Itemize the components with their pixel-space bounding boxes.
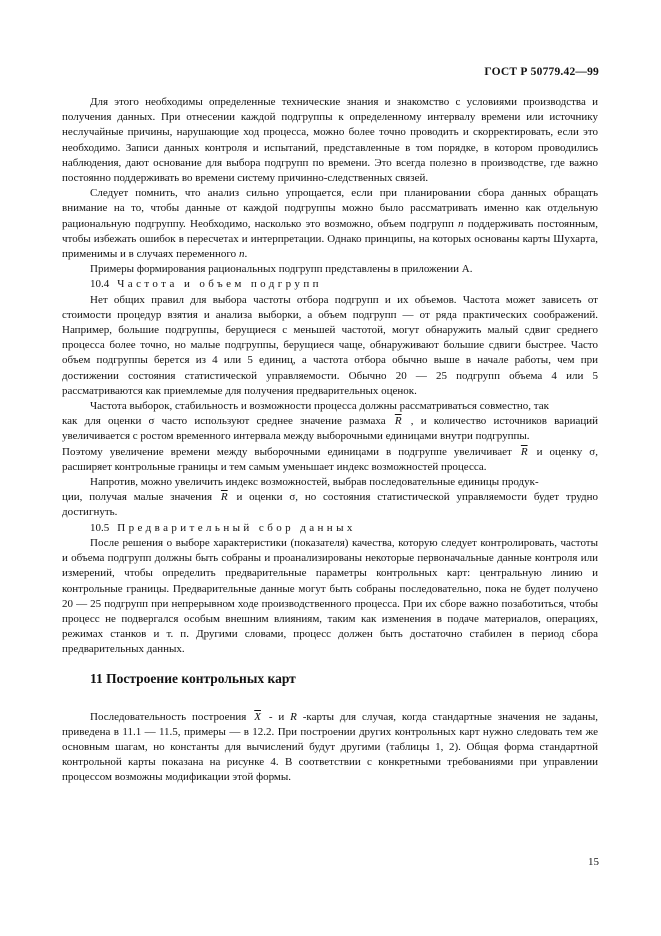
paragraph-time-increase: Поэтому увеличение времени между выборочными единицами в подгруппе увеличивает $\overline{R}$ и оценку σ, расширяет контрольные границы и тем самым уменьшает индекс возможностей процесса. [62, 445, 598, 473]
paragraph-appendix-ref: Примеры формирования рациональных подгрупп представлены в приложении А. [90, 263, 473, 276]
page-number: 15 [588, 856, 599, 868]
subsection-title: Частота и объем подгрупп [117, 278, 322, 291]
subsection-number: 10.4 [90, 278, 110, 291]
paragraph-preliminary-data: После решения о выборе характеристики (показателя) качества, которую следует контролировать, частоты и объема подгрупп должны быть собраны и проанализированы некоторые первоначальные данные контроля или измерений, чтобы определить предварительные параметры контрольных карт: центральную линию и контрольные границы. Предварительные данные могут быть собраны последовательно, пока не будет получено 20 — 25 подгрупп при непрерывном ходе производственного процесса. При их сборе важно позаботиться, чтобы процесс не подвергался особым внешним влияниям, таким как изменения в подаче материалов, операциях, режимах станков и т. п. Другими словами, процесс должен быть достаточно стабилен в период сбора предварительных данных. [62, 536, 598, 656]
symbol-r-bar: $\overline{R}$ [394, 415, 402, 428]
symbol-x-bar: $\overline{X}$ [254, 710, 261, 723]
paragraph-capability-increase: Напротив, можно увеличить индекс возможностей, выбрав последовательные единицы продук- [90, 476, 539, 489]
document-id-header: ГОСТ Р 50779.42—99 [484, 66, 599, 78]
body-text [62, 95, 598, 786]
paragraph-range-sigma: как для оценки σ часто используют среднее значение размаха $\overline{R}$ , и количество источников вариаций увеличивается с ростом временного интервала между выборочными единицами внутри подгруппы. [62, 415, 598, 443]
paragraph-frequency-rules: Нет общих правил для выбора частоты отбора подгрупп и их объемов. Частота может зависеть от стоимости процедур взятия и анализа выборки, а объем подгрупп — от ряда практических соображений. Например, большие подгруппы, берущиеся с меньшей частотой, могут обнаружить малый сдвиг среднего процесса более точно, но малые подгруппы, берущиеся чаще, обнаруживают большие сдвиги быстрее. Часто объем подгруппы берется из 4 или 5 единиц, а частота отбора обычно выше в начале работы, чем при достижении состояния статистической управляемости. Обычно 20 — 25 подгрупп объема 4 или 5 рассматриваются как приемлемые для получения предварительных оценок. [62, 293, 598, 397]
symbol-r-bar: $\overline{R}$ [220, 491, 228, 504]
paragraph-small-values: ции, получая малые значения $\overline{R}$ и оценки σ, но состояния статистической управляемости будет трудно достигнуть. [62, 491, 598, 519]
subsection-number: 10.5 [90, 521, 110, 534]
paragraph-frequency-stability: Частота выборок, стабильность и возможности процесса должны рассматриваться совместно, так [90, 400, 549, 413]
symbol-n: n [458, 217, 464, 230]
subsection-10-4-heading [62, 277, 598, 292]
paragraph-planning: Следует помнить, что анализ сильно упрощается, если при планировании сбора данных обращать внимание на то, чтобы данные от каждой подгруппы можно было рассматривать именно как отдельную рациональную подгруппу. Необходимо, насколько это возможно, объем подгрупп n поддерживать постоянным, чтобы избежать ошибок в пересчетах и интерпретации. Однако принципы, на которых основаны карты Шухарта, применимы и в случаях переменного n. [62, 187, 598, 261]
subsection-10-5-heading [62, 521, 598, 536]
symbol-r: R [290, 710, 297, 723]
subsection-title: Предварительный сбор данных [117, 521, 356, 534]
section-11-title: 11 Построение контрольных карт [90, 670, 296, 686]
paragraph-chart-construction: Последовательность построения $\overline{X}$ - и R -карты для случая, когда стандартные значения не заданы, приведена в 11.1 — 11.5, примеры — в 12.2. При построении других контрольных карт нужно следовать тем же основным шагам, но константы для вычислений будут другими (таблицы 1, 2). Общая форма стандартной контрольной карты показана на рисунке 4. В соответствии с конкретными требованиями при управлении процессом возможны модификации этой формы. [62, 710, 598, 784]
symbol-r-bar: $\overline{R}$ [520, 445, 528, 458]
paragraph-subgroup-knowledge: Для этого необходимы определенные технические знания и знакомство с условиями производства и получения данных. При отнесении каждой подгруппы к определенному интервалу времени или источнику неслучайные причины, нарушающие ход процесса, можно более точно проводить и скорректировать, если это необходимо. Записи данных контроля и испытаний, представленные в том порядке, в котором проводились наблюдения, дают основание для выбора подгрупп по времени. Это всегда полезно в производстве, где важно постоянно поддерживать во времени систему причинно-следственных связей. [62, 96, 598, 185]
symbol-n: n [238, 248, 245, 261]
